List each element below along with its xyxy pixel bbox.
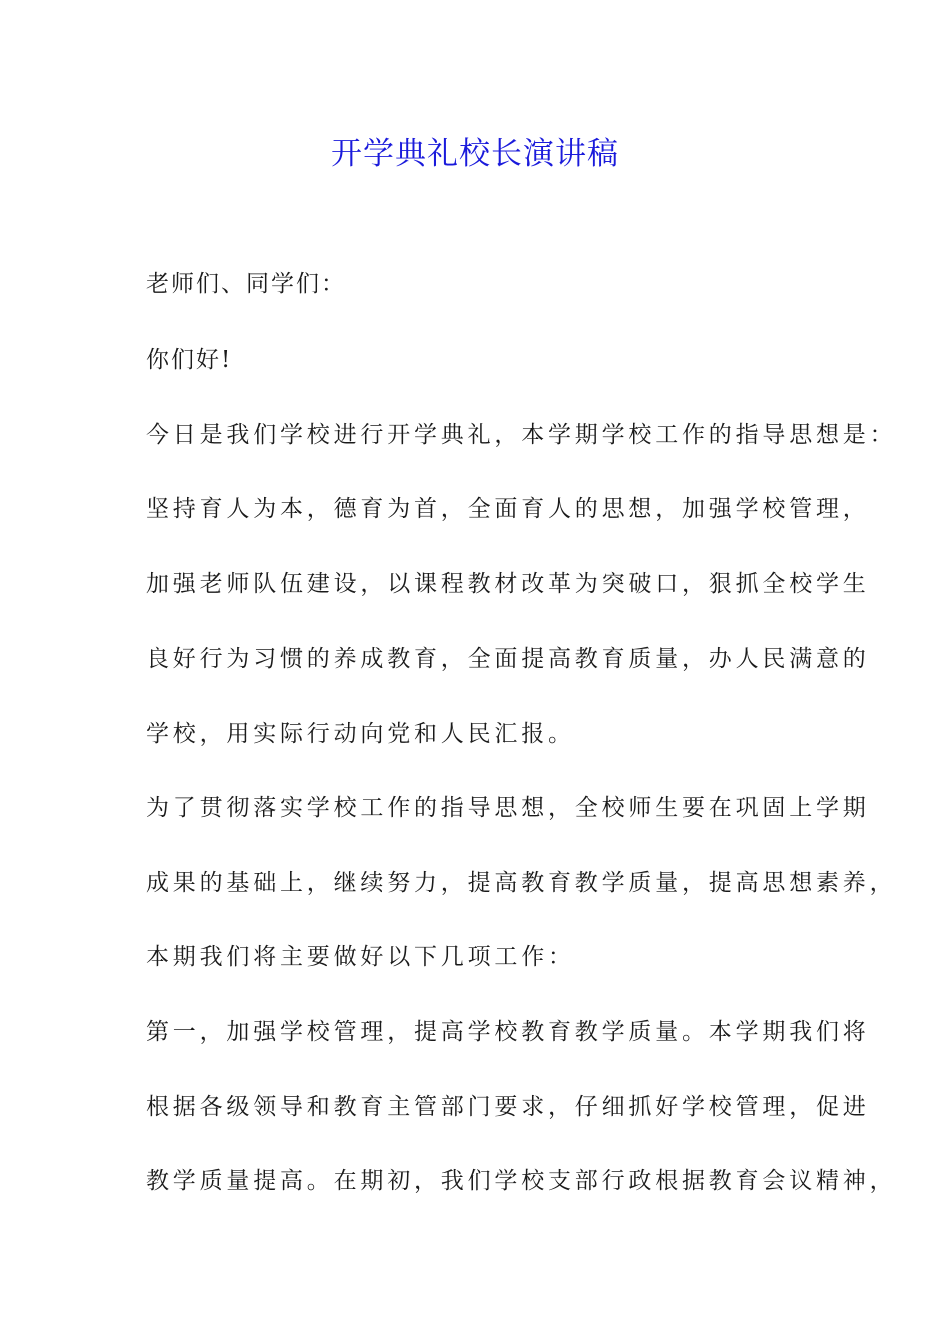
body-line: 今日是我们学校进行开学典礼，本学期学校工作的指导思想是： [146,422,897,448]
body-line: 根据各级领导和教育主管部门要求，仔细抓好学校管理，促进 [146,1094,870,1120]
body-line: 成果的基础上，继续努力，提高教育教学质量，提高思想素养， [146,870,897,896]
body-line: 本期我们将主要做好以下几项工作： [146,944,575,970]
greeting-line: 你们好! [146,347,233,373]
salutation-line: 老师们、同学们： [146,271,346,297]
document-title: 开学典礼校长演讲稿 [331,136,619,172]
body-line: 良好行为习惯的养成教育，全面提高教育质量，办人民满意的 [146,646,870,672]
body-line: 加强老师队伍建设，以课程教材改革为突破口，狠抓全校学生 [146,571,870,597]
body-line: 为了贯彻落实学校工作的指导思想，全校师生要在巩固上学期 [146,795,870,821]
body-line: 坚持育人为本，德育为首，全面育人的思想，加强学校管理， [146,496,870,522]
body-line: 第一，加强学校管理，提高学校教育教学质量。本学期我们将 [146,1019,870,1045]
body-line: 学校，用实际行动向党和人民汇报。 [146,721,575,747]
body-line: 教学质量提高。在期初，我们学校支部行政根据教育会议精神， [146,1168,897,1194]
